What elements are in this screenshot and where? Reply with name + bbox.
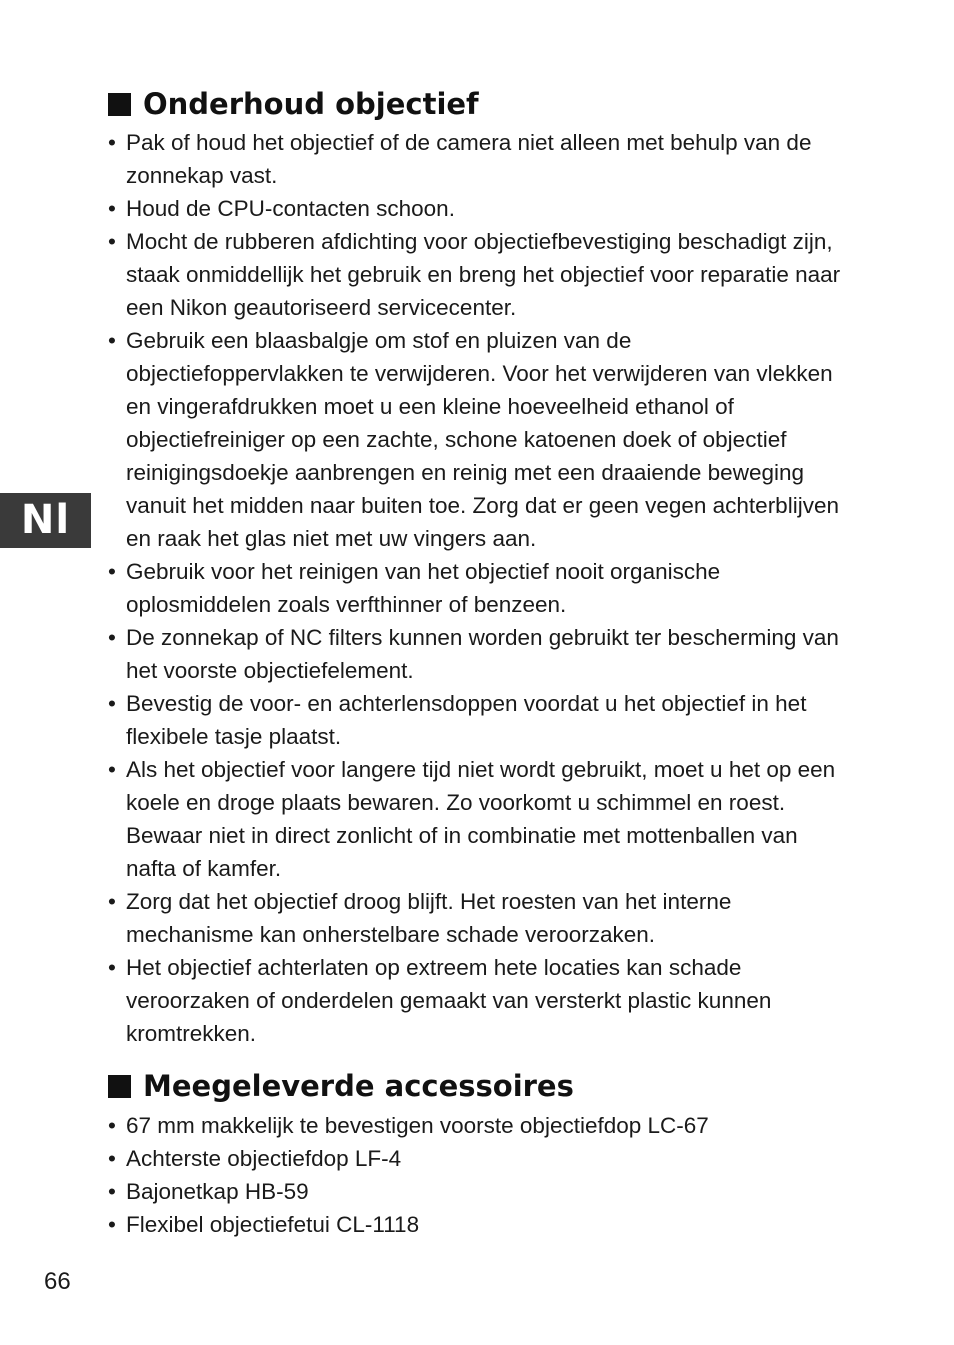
bullet-icon: •	[108, 889, 116, 914]
square-bullet-icon	[108, 1075, 131, 1098]
list-item: • Houd de CPU-contacten schoon.	[108, 192, 848, 225]
list-item: • De zonnekap of NC filters kunnen worden gebruikt ter bescherming van het voorste objectiefelement.	[108, 621, 848, 687]
bullet-icon: •	[108, 1212, 116, 1237]
list-item: • Mocht de rubberen afdichting voor objectiefbevestiging beschadigt zijn, staak onmiddellijk het gebruik en breng het objectief voor reparatie naar een Nikon geautoriseerd servicecenter.	[108, 225, 848, 324]
bullet-icon: •	[108, 1113, 116, 1138]
maintenance-list	[108, 126, 848, 1050]
list-item: • Gebruik voor het reinigen van het objectief nooit organische oplosmiddelen zoals verfthinner of benzeen.	[108, 555, 848, 621]
square-bullet-icon	[108, 93, 131, 116]
list-item: • Het objectief achterlaten op extreem hete locaties kan schade veroorzaken of onderdelen gemaakt van versterkt plastic kunnen kromtrekken.	[108, 951, 848, 1050]
list-item: • Bevestig de voor- en achterlensdoppen voordat u het objectief in het flexibele tasje plaatst.	[108, 687, 848, 753]
bullet-icon: •	[108, 1179, 116, 1204]
maintenance-heading	[108, 86, 848, 122]
list-item: • Gebruik een blaasbalgje om stof en pluizen van de objectiefoppervlakken te verwijderen. Voor het verwijderen van vlekken en vingerafdrukken moet u een kleine hoeveelheid ethanol of objectiefreiniger op een zachte, schone katoenen doek of objectief reinigingsdoekje aanbrengen en reinig met een draaiende beweging vanuit het midden naar buiten toe. Zorg dat er geen vegen achterblijven en raak het glas niet met uw vingers aan.	[108, 324, 848, 555]
accessories-heading	[108, 1068, 848, 1104]
bullet-icon: •	[108, 1146, 116, 1171]
language-tab: Nl	[0, 493, 91, 548]
list-item: • Achterste objectiefdop LF-4	[108, 1142, 848, 1175]
accessories-section	[108, 1068, 848, 1241]
bullet-icon: •	[108, 625, 116, 650]
list-item: • Als het objectief voor langere tijd niet wordt gebruikt, moet u het op een koele en droge plaats bewaren. Zo voorkomt u schimmel en roest. Bewaar niet in direct zonlicht of in combinatie met mottenballen van nafta of kamfer.	[108, 753, 848, 885]
bullet-icon: •	[108, 559, 116, 584]
accessories-title: Meegeleverde accessoires	[143, 1069, 574, 1103]
page-number: 66	[44, 1268, 71, 1295]
maintenance-section	[108, 86, 848, 1050]
bullet-icon: •	[108, 130, 116, 155]
bullet-icon: •	[108, 229, 116, 254]
list-item: • Bajonetkap HB-59	[108, 1175, 848, 1208]
list-item: • Pak of houd het objectief of de camera niet alleen met behulp van de zonnekap vast.	[108, 126, 848, 192]
accessories-list	[108, 1109, 848, 1241]
list-item: • Zorg dat het objectief droog blijft. Het roesten van het interne mechanisme kan onherstelbare schade veroorzaken.	[108, 885, 848, 951]
maintenance-title: Onderhoud objectief	[143, 87, 479, 121]
bullet-icon: •	[108, 691, 116, 716]
list-item: • Flexibel objectiefetui CL-1118	[108, 1208, 848, 1241]
list-item: • 67 mm makkelijk te bevestigen voorste objectiefdop LC-67	[108, 1109, 848, 1142]
bullet-icon: •	[108, 955, 116, 980]
bullet-icon: •	[108, 328, 116, 353]
bullet-icon: •	[108, 196, 116, 221]
bullet-icon: •	[108, 757, 116, 782]
